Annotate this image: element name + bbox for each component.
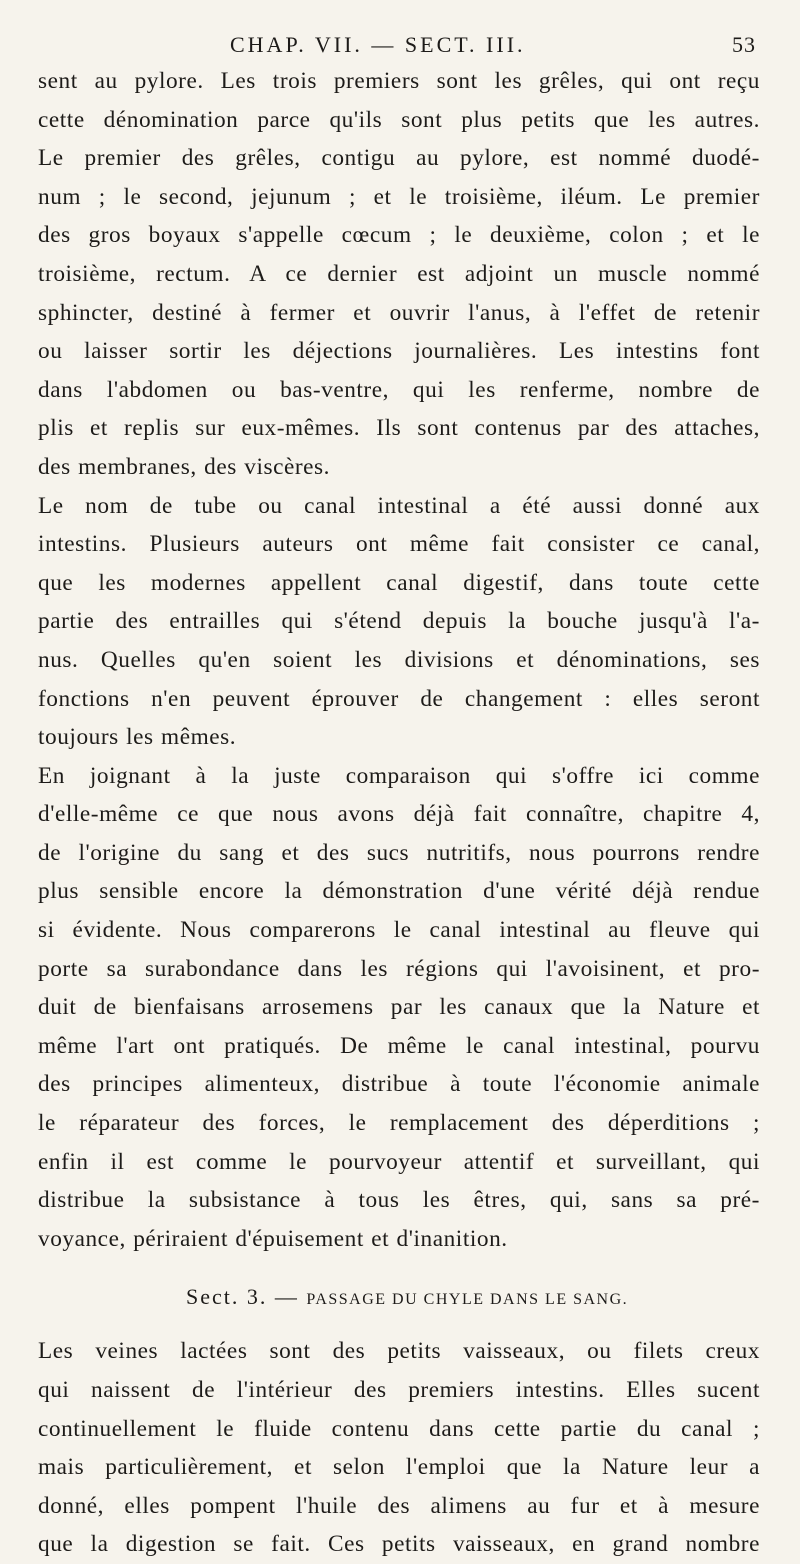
paragraph-intestines	[38, 62, 760, 487]
text-line: enfin il est comme le pourvoyeur attentif et surveillant, qui	[38, 1148, 760, 1175]
text-line: si évidente. Nous comparerons le canal intestinal au fleuve qui	[38, 917, 760, 944]
text-line: sphincter, destiné à fermer et ouvrir l'anus, à l'effet de retenir	[38, 299, 760, 326]
text-line: duit de bienfaisans arrosemens par les canaux que la Nature et	[38, 994, 760, 1021]
text-line: le réparateur des forces, le remplacement des déperditions ;	[38, 1110, 760, 1137]
text-line: cette dénomination parce qu'ils sont plus petits que les autres.	[38, 106, 760, 133]
text-line: d'elle-même ce que nous avons déjà fait connaître, chapitre 4,	[38, 801, 760, 828]
text-line: nus. Quelles qu'en soient les divisions et dénominations, ses	[38, 646, 760, 673]
text-line: En joignant à la juste comparaison qui s'offre ici comme	[38, 762, 760, 789]
section-heading	[38, 1284, 760, 1310]
text-line: continuellement le fluide contenu dans cette partie du canal ;	[38, 1415, 760, 1442]
text-line: plus sensible encore la démonstration d'une vérité déjà rendue	[38, 878, 760, 905]
text-line: des gros boyaux s'appelle cœcum ; le deuxième, colon ; et le	[38, 222, 760, 249]
text-line: Les veines lactées sont des petits vaisseaux, ou filets creux	[38, 1338, 760, 1365]
text-line: num ; le second, jejunum ; et le troisième, iléum. Le premier	[38, 183, 760, 210]
running-header	[38, 26, 760, 62]
section-label: Sect. 3.	[186, 1284, 268, 1310]
text-line: de l'origine du sang et des sucs nutritifs, nous pourrons rendre	[38, 839, 760, 866]
text-line: dans l'abdomen ou bas-ventre, qui les renferme, nombre de	[38, 376, 760, 403]
text-line: que les modernes appellent canal digestif, dans toute cette	[38, 569, 760, 596]
paragraph-canal-intestinal	[38, 487, 760, 757]
running-title: CHAP. VII. — SECT. III.	[230, 32, 526, 57]
text-line: qui naissent de l'intérieur des premiers intestins. Elles sucent	[38, 1377, 760, 1403]
text-line: intestins. Plusieurs auteurs ont même fait consister ce canal,	[38, 531, 760, 558]
text-line: troisième, rectum. A ce dernier est adjoint un muscle nommé	[38, 260, 760, 287]
text-line: porte sa surabondance dans les régions qui l'avoisinent, et pro-	[38, 955, 760, 982]
text-line: toujours les mêmes.	[38, 724, 237, 751]
text-line: ou laisser sortir les déjections journalières. Les intestins font	[38, 338, 760, 365]
text-line: Le premier des grêles, contigu au pylore, est nommé duodé-	[38, 145, 760, 172]
text-line: des membranes, des viscères.	[38, 453, 331, 480]
section-body	[38, 1332, 760, 1564]
text-line: fonctions n'en peuvent éprouver de changement : elles seront	[38, 685, 760, 712]
text-line: sent au pylore. Les trois premiers sont les grêles, qui ont reçu	[38, 68, 760, 94]
section-dash: —	[267, 1284, 307, 1310]
text-line: plis et replis sur eux-mêmes. Ils sont contenus par des attaches,	[38, 415, 760, 442]
text-line: donné, elles pompent l'huile des alimens au fur et à mesure	[38, 1492, 760, 1519]
text-line: mais particulièrement, et selon l'emploi que la Nature leur a	[38, 1454, 760, 1481]
paragraph-river-comparison	[38, 757, 760, 1259]
text-line: voyance, périraient d'épuisement et d'inanition.	[38, 1225, 508, 1252]
text-line: partie des entrailles qui s'étend depuis la bouche jusqu'à l'a-	[38, 608, 760, 635]
page-number: 53	[732, 32, 756, 57]
text-line: que la digestion se fait. Ces petits vaisseaux, en grand nombre	[38, 1531, 760, 1558]
text-line: des principes alimenteux, distribue à toute l'économie animale	[38, 1071, 760, 1098]
text-line: Le nom de tube ou canal intestinal a été aussi donné aux	[38, 492, 760, 519]
section-title: PASSAGE DU CHYLE DANS LE SANG.	[306, 1291, 629, 1309]
paragraph-lacteal-veins	[38, 1332, 760, 1564]
chapter-body	[38, 62, 760, 1258]
text-line: même l'art ont pratiqués. De même le canal intestinal, pourvu	[38, 1032, 760, 1059]
text-line: distribue la subsistance à tous les êtres, qui, sans sa pré-	[38, 1187, 760, 1214]
